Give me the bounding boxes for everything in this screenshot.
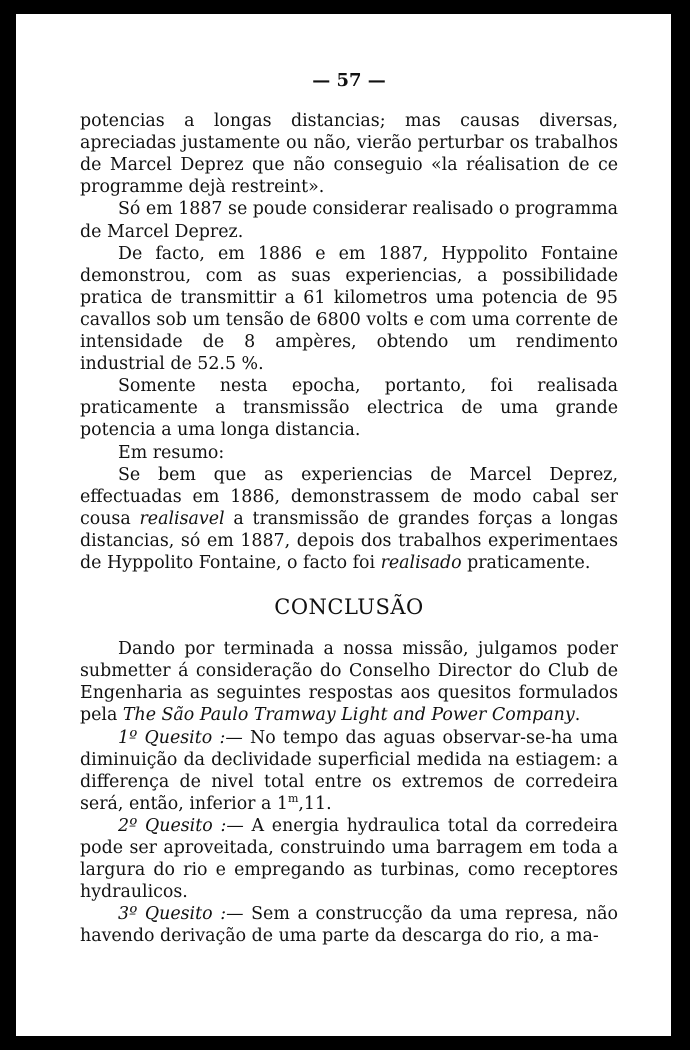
page-text xyxy=(80,70,618,947)
section-heading: CONCLUSÃO xyxy=(274,595,424,620)
paragraph: Em resumo: xyxy=(118,442,225,463)
document-page xyxy=(16,14,671,1036)
quesito-1: 1º Quesito :— No tempo das aguas observar-se-ha uma diminuição da declividade superficial medida na estiagem: a differença de nivel total entre os extremos de corredeira será, então, inferior a 1$^m$,11. xyxy=(80,727,618,814)
paragraph-conclusion: Dando por terminada a nossa missão, julgamos poder submetter á consideração do Conselho Director do Club de Engenharia as seguintes respostas aos quesitos formulados pela The São Paulo Tramway Light and Power Company. xyxy=(80,639,618,726)
paragraph: Somente nesta epocha, portanto, foi realisada praticamente a transmissão electrica de uma grande potencia a uma longa distancia. xyxy=(80,376,618,441)
paragraph: potencias a longas distancias; mas causas diversas, apreciadas justamente ou não, vierão perturbar os trabalhos de Marcel Deprez que não conseguio «la réalisation de ce programme dejà restreint». xyxy=(80,111,618,198)
page-number: — 57 — xyxy=(312,70,386,91)
quesito-2: 2º Quesito :— A energia hydraulica total da corredeira pode ser aproveitada, construindo uma barragem em toda a largura do rio e empregando as turbinas, como receptores hydraulicos. xyxy=(80,815,618,903)
paragraph-summary: Se bem que as experiencias de Marcel Deprez, effectuadas em 1886, demonstrassem de modo cabal ser cousa realisavel a transmissão de grandes forças a longas distancias, só em 1887, depois dos trabalhos experimentaes de Hyppolito Fontaine, o facto foi realisado praticamente. xyxy=(80,464,618,573)
paragraph: Só em 1887 se poude considerar realisado o programma de Marcel Deprez. xyxy=(80,199,618,242)
paragraph: De facto, em 1886 e em 1887, Hyppolito Fontaine demonstrou, com as suas experiencias, a possibilidade pratica de transmittir a 61 kilometros uma potencia de 95 cavallos sob um tensão de 6800 volts e com uma corrente de intensidade de 8 ampères, obtendo um rendimento industrial de 52.5 %. xyxy=(80,243,618,375)
quesito-3: 3º Quesito :— Sem a construcção da uma represa, não havendo derivação de uma parte da descarga do rio, a ma- xyxy=(80,904,618,947)
